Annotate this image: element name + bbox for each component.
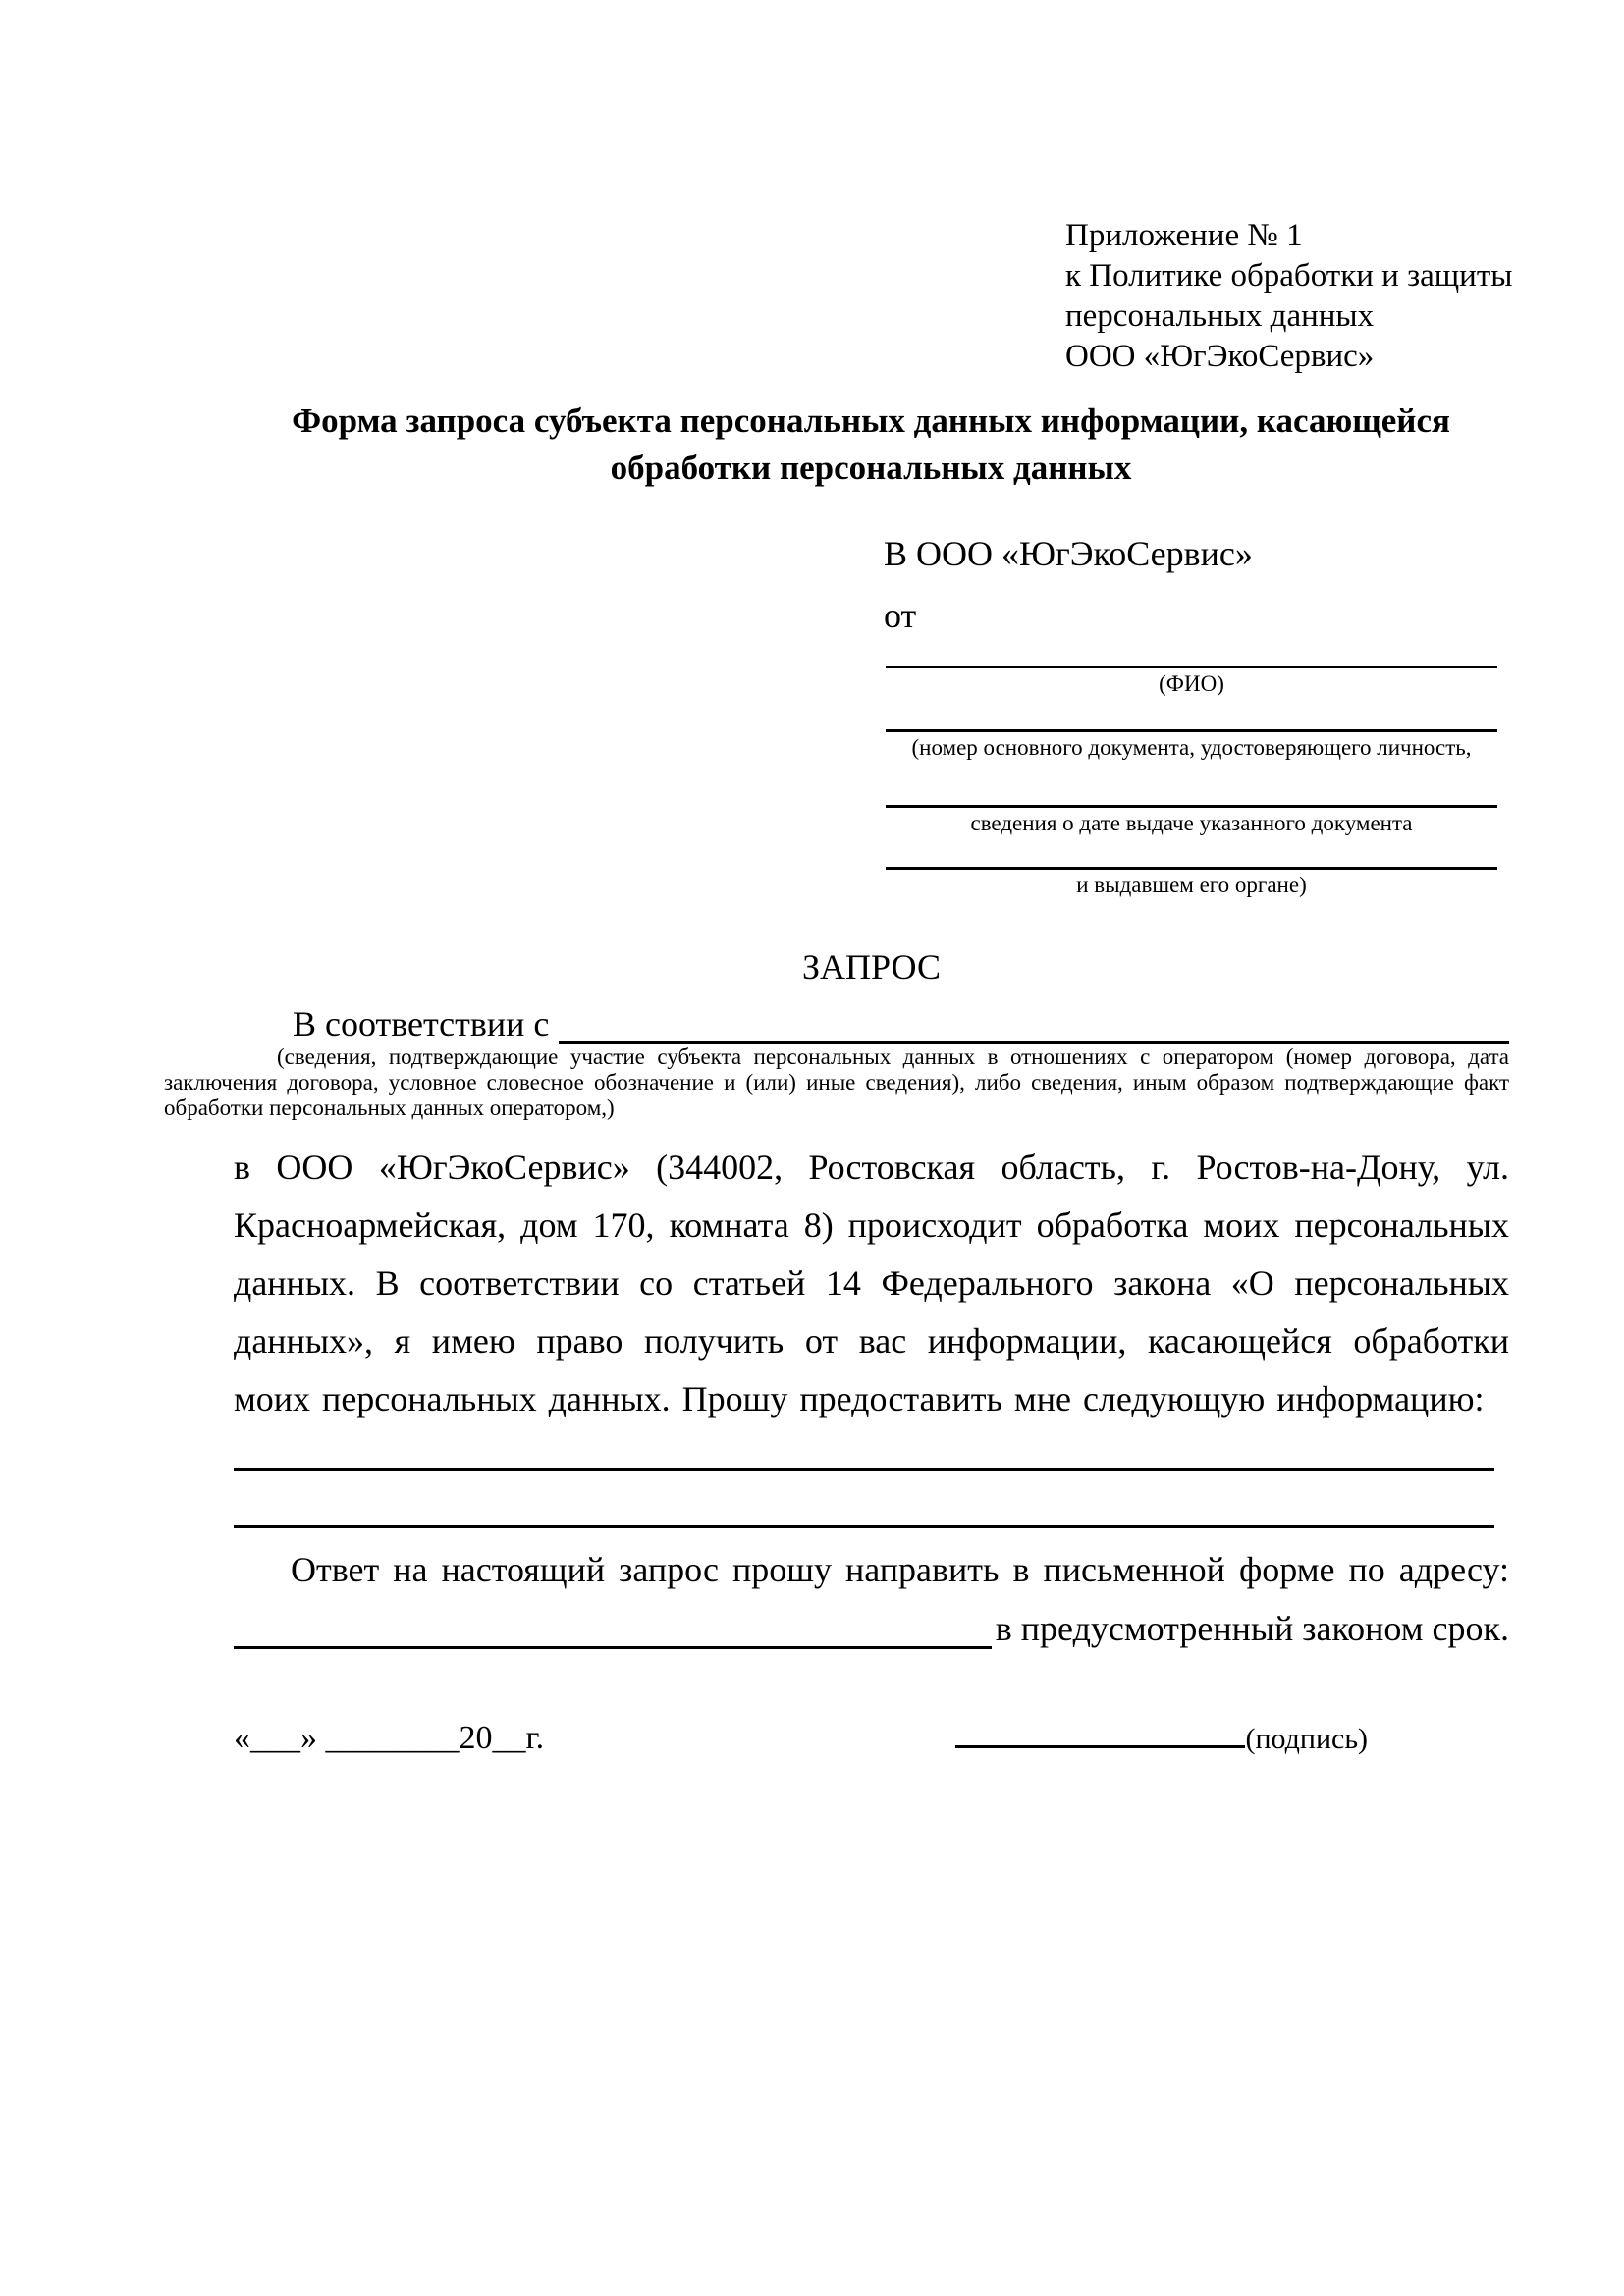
fio-blank-field — [886, 666, 1497, 697]
accordance-blank-line — [559, 1003, 1509, 1044]
accordance-note: (сведения, подтверждающие участие субъекта персональных данных в отношениях с оператором (номер договора, дата заключения договора, условное словесное обозначение и (или) иные сведения), либо сведения, иным образом подтверждающие факт обработки персональных данных оператором,) — [164, 1044, 1509, 1120]
reply-request-text: Ответ на настоящий запрос прошу направить в письменной форме по адресу: — [291, 1550, 1509, 1589]
issue-date-caption: сведения о дате выдаче указанного документа — [970, 811, 1413, 835]
accordance-row — [234, 1003, 1509, 1044]
appendix-line-2: к Политике обработки и защиты — [1065, 258, 1513, 294]
accordance-lead-text: В соответствии с — [293, 1004, 550, 1043]
address-blank-line — [234, 1606, 992, 1649]
recipient-organization: В ООО «ЮгЭкоСервис» — [884, 534, 1253, 573]
document-title: Форма запроса субъекта персональных данных информации, касающейся обработки персональных данных — [292, 401, 1450, 487]
document-number-blank-field — [886, 729, 1497, 761]
appendix-line-3: персональных данных — [1065, 298, 1375, 334]
request-heading: ЗАПРОС — [802, 947, 941, 987]
issue-date-blank-field — [886, 805, 1497, 836]
info-blank-line-1 — [234, 1468, 1494, 1471]
date-blank-text: «___» ________20__г. — [234, 1720, 545, 1756]
fio-caption: (ФИО) — [1159, 671, 1224, 696]
signature-group — [955, 1723, 1368, 1756]
signature-blank-line — [955, 1745, 1245, 1748]
signature-caption: (подпись) — [1245, 1723, 1368, 1755]
appendix-line-4: ООО «ЮгЭкоСервис» — [1065, 339, 1375, 374]
appendix-header — [1065, 216, 1537, 377]
info-blank-line-2 — [234, 1525, 1494, 1528]
issuing-authority-caption: и выдавшем его органе) — [1076, 873, 1307, 897]
reply-address-row — [234, 1606, 1509, 1649]
appendix-line-1: Приложение № 1 — [1065, 218, 1303, 253]
document-number-caption: (номер основного документа, удостоверяющего личность, — [911, 735, 1472, 760]
recipient-from-label: от — [884, 596, 917, 635]
body-paragraph: в ООО «ЮгЭкоСервис» (344002, Ростовская область, г. Ростов-на-Дону, ул. Красноармейская, дом 170, комната 8) происходит обработка моих персональных данных. В соответствии со статьей 14 Федерального закона «О персональных данных», я имею право получить от вас информации, касающейся обработки моих персональных данных. Прошу предоставить мне следующую информацию: — [234, 1148, 1509, 1418]
reply-suffix-text: в предусмотренный законом срок. — [995, 1609, 1509, 1648]
issuing-authority-blank-field — [886, 867, 1497, 898]
signature-row — [234, 1720, 1368, 1757]
